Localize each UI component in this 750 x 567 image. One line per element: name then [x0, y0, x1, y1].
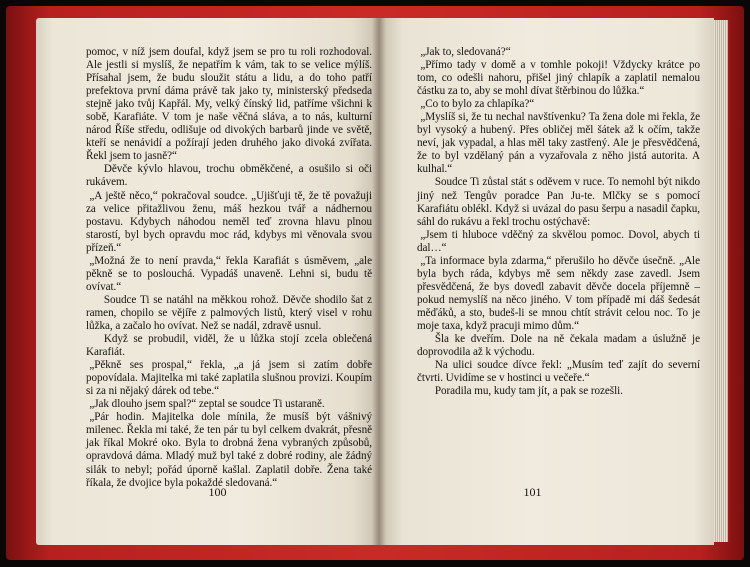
paragraph: „Pěkně ses prospal,“ řekla, „a já jsem si zatím dobře popovídala. Majitelka mi také zaplatila slušnou provizi. Koupím si za ni nějaký dárek od tebe.“ [86, 359, 372, 398]
paragraph: „Jak dlouho jsem spal?“ zeptal se soudce Ti ustaraně. [89, 398, 325, 411]
paragraph: „A ještě něco,“ pokračoval soudce. „Ujišťuji tě, že tě považuji za velice přitažlivou ženu, máš hezkou tvář a nádhernou postavu. Kdybych náhodou neměl teď zrovna hlavu plnou starostí, byl bych opravdu moc rád, kdybys mi věnovala svou přízeň.“ [86, 189, 372, 254]
paragraph: pomoc, v níž jsem doufal, když jsem se pro tu roli rozhodoval. Ale jestli si myslíš, že nepatřím k vám, tak to se velice mýlíš. Přísahal jsem, že budu sloužit státu a lidu, a do toho patří prefektova první dáma právě tak jako ty, ministerský předseda stejně jako tvůj Kapřál. My, velký čínský lid, patříme všichni k sobě, Karafiáte. V tom je naše věčná sláva, a to nás, kulturní národ Říše středu, odlišuje od divokých barbarů jinde ve světě, kteří se nenávidí a požírají jeden druhého jako divoká zvířata. Řekl jsem to jasně?“ [86, 46, 372, 163]
right-page-text [417, 46, 700, 398]
page-number-left: 100 [208, 485, 227, 499]
paragraph: Na ulici soudce dívce řekl: „Musím teď zajít do severní čtvrti. Uvidíme se v hostinci u večeře.“ [417, 359, 700, 385]
paragraph: Děvče kývlo hlavou, trochu obměkčené, a osušilo si oči rukávem. [86, 163, 372, 189]
paragraph: Šla ke dveřím. Dole na ně čekala madam a úslužně je doprovodila až k východu. [417, 333, 700, 359]
book-gutter [372, 18, 386, 545]
paragraph: „Jak to, sledovaná?“ [420, 46, 511, 58]
paragraph: „Možná že to není pravda,“ řekla Karafiát s úsměvem, „ale pěkně se to poslouchá. Vypadáš unaveně. Lehni si, budu tě ovívat.“ [86, 254, 372, 293]
page-number-right: 101 [523, 485, 542, 499]
paragraph: „Jsem ti hluboce vděčný za skvělou pomoc. Dovol, abych ti dal…“ [417, 228, 700, 254]
left-page-text [86, 46, 372, 490]
paragraph: Poradila mu, kudy tam jít, a pak se rozešli. [434, 385, 623, 398]
paragraph: Soudce Ti zůstal stát s oděvem v ruce. To nemohl být nikdo jiný než Tengův poradce Pan Ju-te. Mlčky se s pomocí Karafiátu oblékl. Když si uvázal do pasu šerpu a nasadil čapku, sáhl do rukávu a řekl trochu ostýchavě: [417, 176, 700, 228]
paragraph: „Pár hodin. Majitelka dole mínila, že musíš být vášnivý milenec. Řekla mi také, že ten pár tu byl celkem dvakrát, přesně jak říkal Mokré oko. Byla to drobná žena vybraných způsobů, opravdová dáma. Mladý muž byl také z dobré rodiny, ale žádný silák to nebyl; pořád úporně kašlal. Zaplatil dobře. Žena také říkala, že dvojice byla pokaždé sledovaná.“ [86, 411, 372, 489]
page-edges [714, 20, 730, 542]
paragraph: Soudce Ti se natáhl na měkkou rohož. Děvče shodilo šat z ramen, chopilo se vějíře z palmových listů, který visel v rohu lůžka, a začalo ho ovívat. Než se nadál, zdravě usnul. [86, 293, 372, 332]
paragraph: „Ta informace byla zdarma,“ přerušilo ho děvče úsečně. „Ale byla bych ráda, kdybys mě sem někdy zase zavedl. Jsem přesvědčená, že bys dovedl zabavit děvče docela příjemně – pokud nemyslíš na něco jiného. V tom případě mi dáš šedesát měďáků, a sto, budeš-li se mnou chtít strávit celou noc. To je moje taxa, když pracuji mimo dům.“ [417, 254, 700, 332]
left-page [36, 18, 379, 545]
paragraph: Když se probudil, viděl, že u lůžka stojí zcela oblečená Karafiát. [86, 333, 372, 359]
paragraph: „Myslíš si, že tu nechal navštívenku? Ta žena dole mi řekla, že byl vysoký a hubený. Přes obličej měl šátek až k očím, takže neví, jak vypadal, a hlas měl taky zastřený. Ale je přesvědčená, že to byl vzdělaný pán a vyzařovala z něho jistá autorita. A kulhal.“ [417, 111, 700, 176]
paragraph: „Přímo tady v domě a v tomhle pokoji! Vždycky krátce po tom, co odešli nahoru, přišel jiný chlapík a zaplatil nemalou částku za to, aby se mohl dívat štěrbinou do lůžka.“ [417, 59, 700, 98]
paragraph: „Co to bylo za chlapíka?“ [420, 98, 535, 111]
right-page [379, 18, 714, 545]
